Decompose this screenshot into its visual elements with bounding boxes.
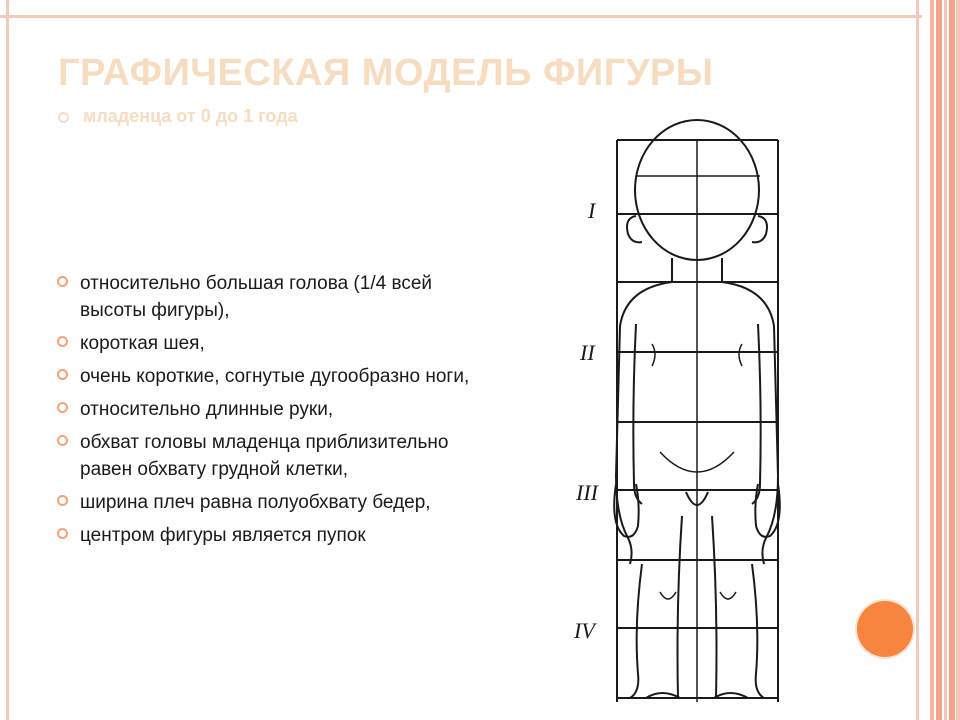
list-item [57,363,477,390]
subtitle-row [58,106,298,127]
decor-stripe [936,0,942,720]
accent-circle [857,601,913,657]
frame-top-border [0,0,922,18]
list-item-text: относительно длинные руки, [80,399,334,420]
list-item-text: короткая шея, [80,333,205,354]
bullet-circle-icon [57,276,68,287]
list-item-text: центром фигуры является пупок [80,525,366,546]
figure-label-3: III [576,480,598,505]
frame-left-border [6,0,9,720]
knee-marks [660,592,736,599]
bullet-circle-icon [57,495,68,506]
bullet-circle-icon [57,369,68,380]
list-item [57,429,477,483]
decor-stripe [930,0,934,720]
figure-label-2: II [580,340,595,365]
list-item-text: относительно большая голова (1/4 всей высоты фигуры), [80,273,433,321]
bullet-circle-icon [57,402,68,413]
right-leg [712,516,764,698]
left-leg [630,516,682,698]
bullet-circle-icon [57,336,68,347]
list-item-text: обхват головы младенца приблизительно равен обхвату грудной клетки, [80,432,449,480]
figure-label-1: I [588,198,596,223]
slide-title: ГРАФИЧЕСКАЯ МОДЕЛЬ ФИГУРЫ [58,52,714,94]
list-item [57,522,477,549]
decor-stripe [956,0,960,720]
decor-stripe [949,0,955,720]
figure-label-4: IV [574,618,595,643]
bullet-circle-icon [57,528,68,539]
slide-subtitle: младенца от 0 до 1 года [83,106,298,126]
feature-list [57,270,477,555]
bullet-circle-icon [58,112,69,123]
list-item-text: очень короткие, согнутые дугообразно ноги, [80,366,470,387]
list-item [57,396,477,423]
decor-stripe [944,0,947,720]
list-item [57,489,477,516]
list-item-text: ширина плеч равна полуобхвату бедер, [80,492,431,513]
list-item [57,330,477,357]
bullet-circle-icon [57,435,68,446]
frame-right-border [916,0,919,720]
infant-figure-drawing [560,112,782,718]
list-item [57,270,477,324]
infant-proportion-diagram [560,112,782,718]
